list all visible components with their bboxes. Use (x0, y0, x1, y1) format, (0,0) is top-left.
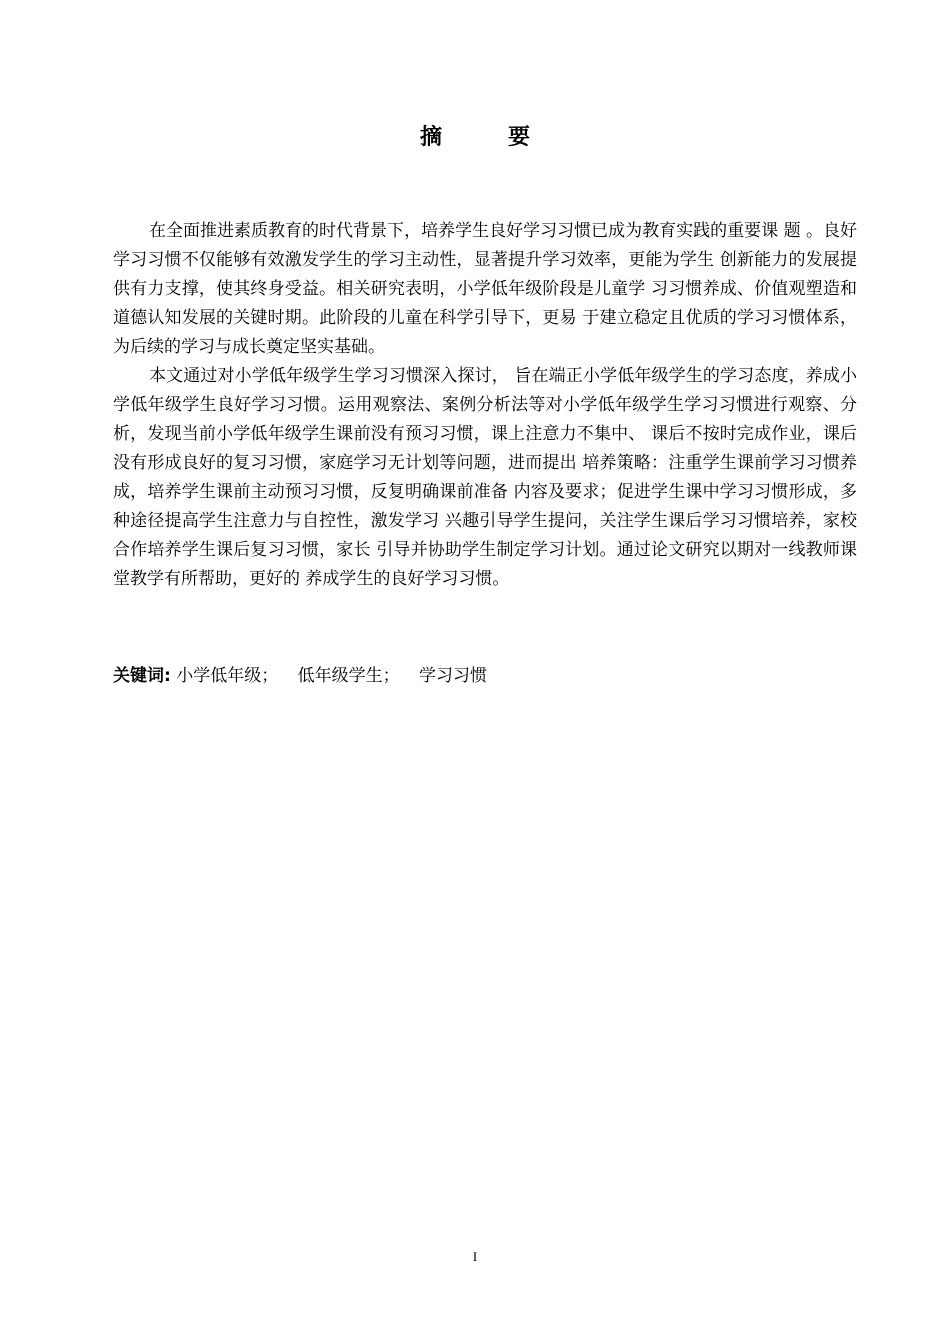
keyword-item: 低年级学生； (297, 666, 400, 686)
keywords-label: 关键词: (113, 666, 171, 686)
abstract-body (113, 217, 857, 594)
keyword-item: 小学低年级； (176, 666, 279, 686)
abstract-paragraph-1: 在全面推进素质教育的时代背景下，培养学生良好学习习惯已成为教育实践的重要课 题 。良好学习习惯不仅能够有效激发学生的学习主动性，显著提升学习效率，更能为学生 创新能力的发展提供有力支撑，使其终身受益。相关研究表明，小学低年级阶段是儿童学 习习惯养成、价值观塑造和道德认知发展的关键时期。此阶段的儿童在科学引导下，更易 于建立稳定且优质的学习习惯体系， 为后续的学习与成长奠定坚实基础。 (113, 221, 857, 357)
keywords-line (113, 662, 857, 691)
abstract-title: 摘 要 (419, 125, 552, 150)
page-number: I (472, 1249, 478, 1264)
abstract-paragraph-2: 本文通过对小学低年级学生学习习惯深入探讨， 旨在端正小学低年级学生的学习态度，养成小学低年级学生良好学习习惯。运用观察法、案例分析法等对小学低年级学生学习习惯进行观察、分析，发现当前小学低年级学生课前没有预习习惯，课上注意力不集中、 课后不按时完成作业，课后没有形成良好的复习习惯，家庭学习无计划等问题，进而提出 培养策略：注重学生课前学习习惯养成，培养学生课前主动预习习惯，反复明确课前准备 内容及要求；促进学生课中学习习惯形成，多种途径提高学生注意力与自控性，激发学习 兴趣引导学生提问，关注学生课后学习习惯培养，家校合作培养学生课后复习习惯，家长 引导并协助学生制定学习计划。通过论文研究以期对一线教师课堂教学有所帮助，更好的 养成学生的良好学习习惯。 (113, 366, 857, 589)
keyword-item: 学习习惯 (419, 666, 488, 686)
